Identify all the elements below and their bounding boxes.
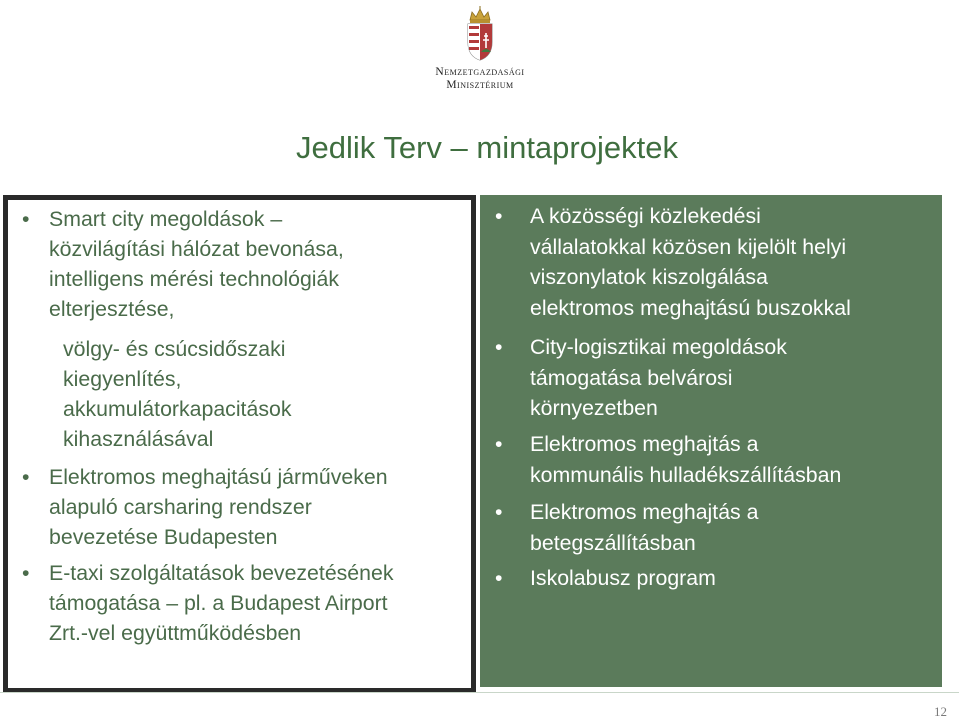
- list-item-line: elektromos meghajtású buszokkal: [530, 295, 851, 320]
- list-item-line: City-logisztikai megoldások: [530, 335, 787, 359]
- list-item-line: kommunális hulladékszállításban: [530, 462, 842, 487]
- footer-divider: [0, 692, 959, 693]
- list-item-line: alapuló carsharing rendszer: [49, 495, 312, 519]
- bullet-icon: •: [22, 561, 30, 585]
- list-item-line: akkumulátorkapacitások: [63, 397, 292, 421]
- left-list-item: [22, 558, 394, 648]
- slide-title: Jedlik Terv – mintaprojektek: [296, 130, 678, 165]
- list-item-line: Smart city megoldások –: [49, 207, 283, 231]
- bullet-icon: •: [22, 207, 30, 231]
- list-item-line: kihasználásával: [63, 427, 214, 451]
- left-list-item: [22, 204, 344, 324]
- list-item-line: támogatása belvárosi: [530, 365, 733, 390]
- list-item-line: Elektromos meghajtás a: [530, 432, 759, 456]
- bullet-icon: •: [495, 566, 503, 590]
- right-panel: [480, 195, 942, 687]
- left-list-item: [22, 462, 388, 552]
- list-item-line: kiegyenlítés,: [63, 367, 182, 391]
- list-item-line: A közösségi közlekedési: [530, 204, 761, 228]
- ministry-name: [405, 66, 555, 92]
- list-item-line: betegszállításban: [530, 530, 696, 555]
- bullet-icon: •: [495, 432, 503, 456]
- left-panel: [3, 195, 476, 693]
- list-item-line: Iskolabusz program: [530, 566, 716, 590]
- left-list-subitem: [63, 334, 291, 454]
- list-item-line: vállalatokkal közösen kijelölt helyi: [530, 234, 847, 259]
- list-item-line: Zrt.-vel együttműködésben: [49, 621, 302, 645]
- right-list-item: [495, 332, 787, 424]
- list-item-line: támogatása – pl. a Budapest Airport: [49, 591, 388, 615]
- list-item-line: viszonylatok kiszolgálása: [530, 265, 768, 289]
- bullet-icon: •: [495, 335, 503, 359]
- list-item-line: E-taxi szolgáltatások bevezetésének: [49, 561, 394, 585]
- list-item-line: Elektromos meghajtású járműveken: [49, 465, 388, 489]
- hungarian-coat-of-arms-icon: [464, 6, 496, 62]
- list-item-line: Elektromos meghajtás a: [530, 500, 759, 524]
- ministry-name-line2: Minisztérium: [446, 79, 514, 91]
- list-item-line: bevezetése Budapesten: [49, 525, 278, 549]
- ministry-logo: [0, 0, 959, 100]
- right-list-item: [495, 429, 842, 490]
- bullet-icon: •: [22, 465, 30, 489]
- list-item-line: elterjesztése,: [49, 297, 175, 321]
- bullet-icon: •: [495, 204, 503, 228]
- right-list-item: [495, 563, 716, 594]
- list-item-line: környezetben: [530, 396, 658, 420]
- bullet-icon: •: [495, 500, 503, 524]
- right-list-item: [495, 497, 759, 558]
- page-number: 12: [934, 704, 947, 719]
- list-item-line: közvilágítási hálózat bevonása,: [49, 237, 344, 261]
- ministry-name-line1: Nemzetgazdasági: [435, 66, 525, 78]
- right-list-item: [495, 201, 851, 323]
- list-item-line: intelligens mérési technológiák: [49, 267, 340, 291]
- list-item-line: völgy- és csúcsidőszaki: [63, 337, 286, 361]
